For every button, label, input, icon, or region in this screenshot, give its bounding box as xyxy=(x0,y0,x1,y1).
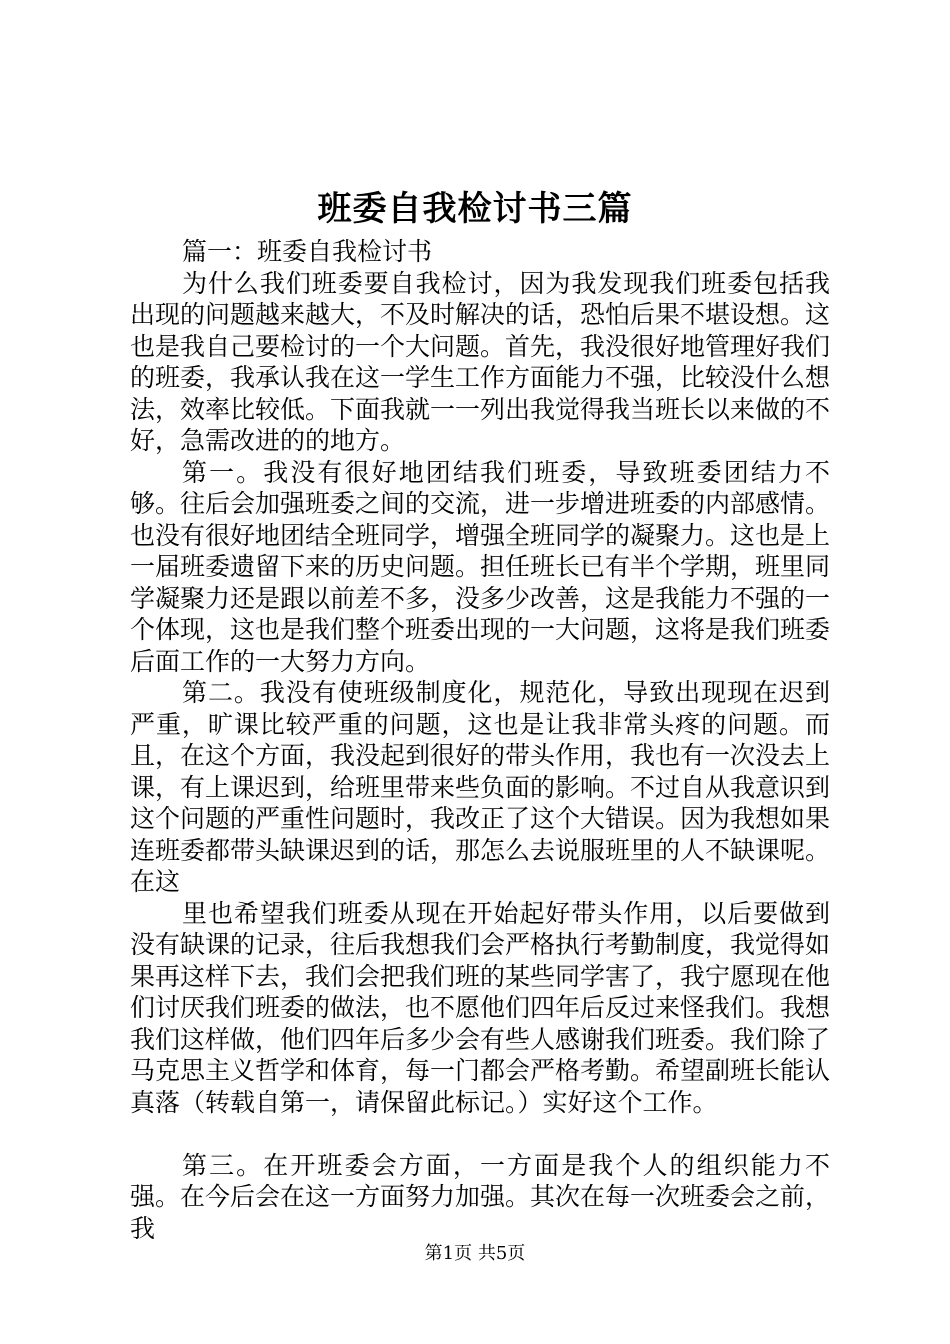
paragraph: 第一。我没有很好地团结我们班委，导致班委团结力不够。往后会加强班委之间的交流，进一步增进班委的内部感情。也没有很好地团结全班同学，增强全班同学的凝聚力。这也是上一届班委遗留下来的历史问题。担任班长已有半个学期，班里同学凝聚力还是跟以前差不多，没多少改善，这是我能力不强的一个体现，这也是我们整个班委出现的一大问题，这将是我们班委后面工作的一大努力方向。 xyxy=(130,457,831,676)
paragraph: 第三。在开班委会方面，一方面是我个人的组织能力不强。在今后会在这一方面努力加强。其次在每一次班委会之前，我 xyxy=(130,1150,831,1243)
page-footer: 第1页 共5页 xyxy=(424,1243,526,1264)
paragraph: 里也希望我们班委从现在开始起好带头作用，以后要做到没有缺课的记录，往后我想我们会严格执行考勤制度，我觉得如果再这样下去，我们会把我们班的某些同学害了，我宁愿现在他们讨厌我们班委的做法，也不愿他们四年后反过来怪我们。我想我们这样做，他们四年后多少会有些人感谢我们班委。我们除了马克思主义哲学和体育，每一门都会严格考勤。希望副班长能认真落（转载自第一，请保留此标记。）实好这个工作。 xyxy=(130,898,831,1117)
paragraph: 第二。我没有使班级制度化，规范化，导致出现现在迟到严重，旷课比较严重的问题，这也是让我非常头疼的问题。而且，在这个方面，我没起到很好的带头作用，我也有一次没去上课，有上课迟到，给班里带来些负面的影响。不过自从我意识到这个问题的严重性问题时，我改正了这个大错误。因为我想如果连班委都带头缺课迟到的话，那怎么去说服班里的人不缺课呢。在这 xyxy=(130,678,831,896)
document-body xyxy=(130,236,830,1244)
document-title: 班委自我检讨书三篇 xyxy=(317,189,633,229)
section-heading: 篇一：班委自我检讨书 xyxy=(182,237,433,266)
paragraph: 为什么我们班委要自我检讨，因为我发现我们班委包括我出现的问题越来越大，不及时解决的话，恐怕后果不堪设想。这也是我自己要检讨的一个大问题。首先，我没很好地管理好我们的班委，我承认我在这一学生工作方面能力不强，比较没什么想法，效率比较低。下面我就一一列出我觉得我当班长以来做的不好，急需改进的的地方。 xyxy=(130,268,831,455)
